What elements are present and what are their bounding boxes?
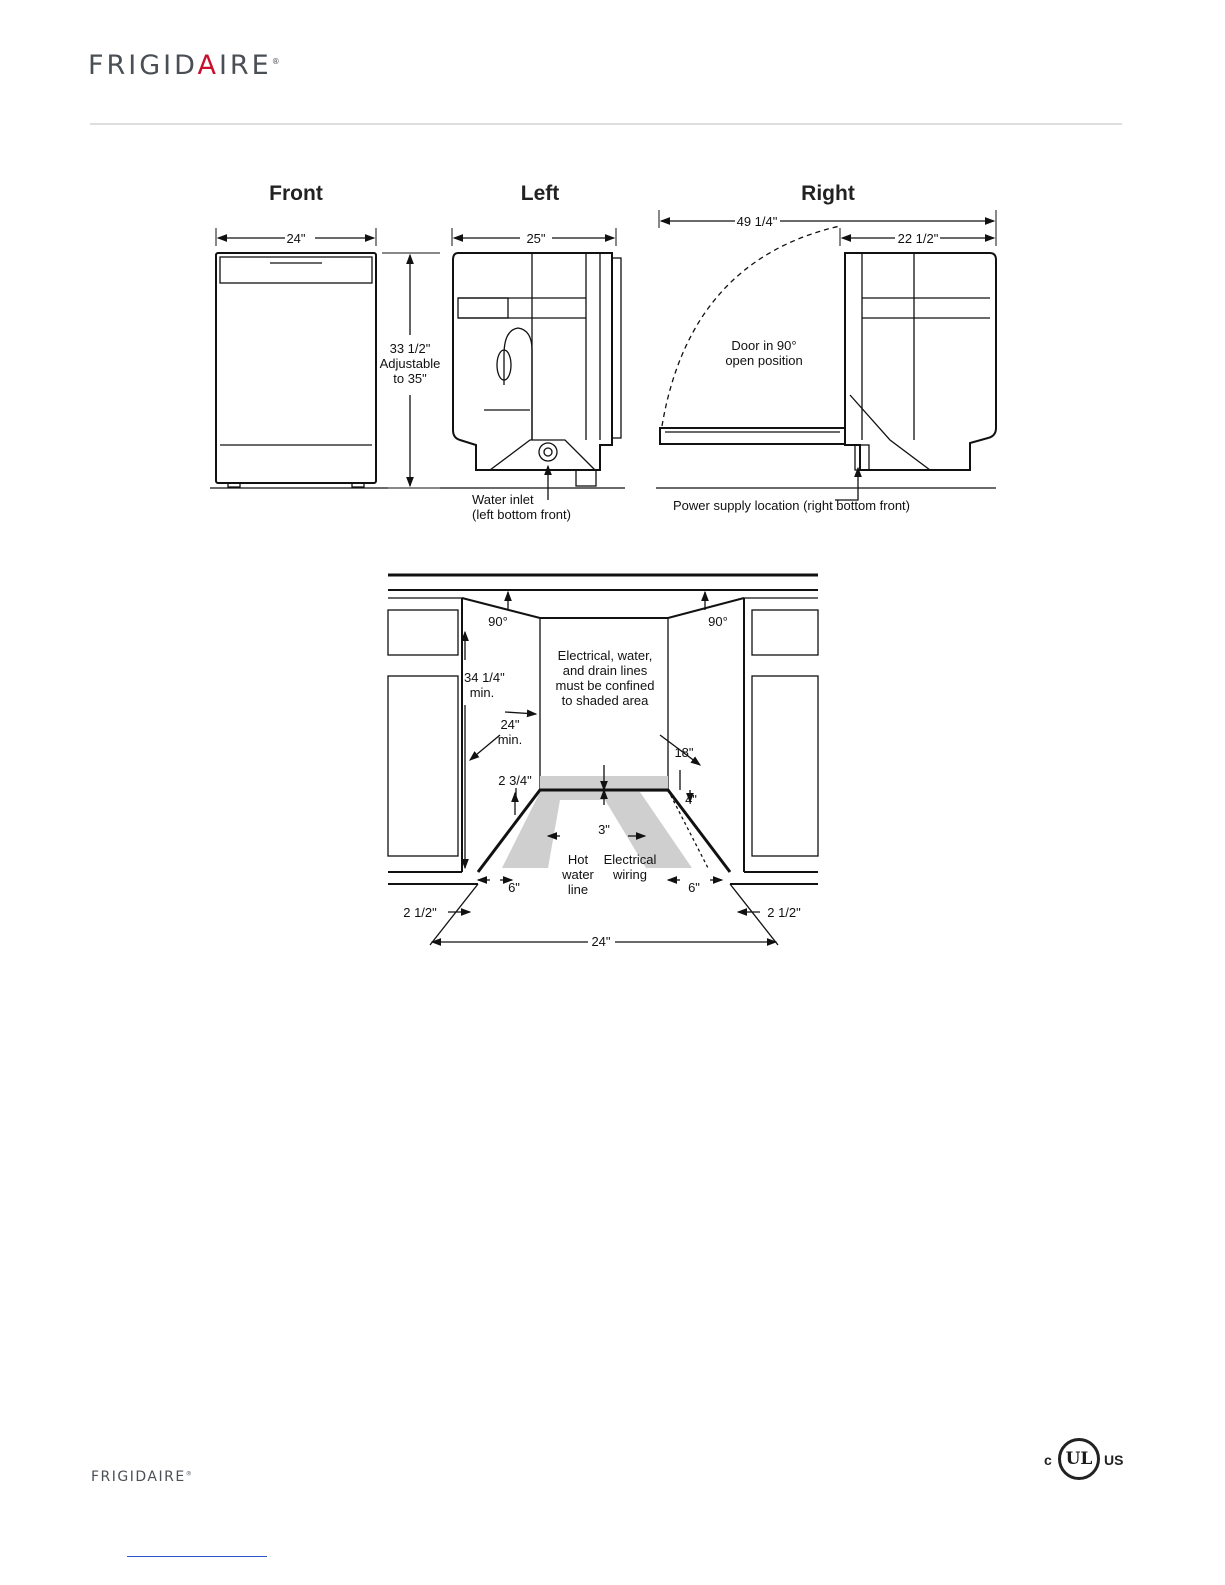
power-supply-label: Power supply location (right bottom front): [673, 498, 910, 513]
hot-water-line3: line: [567, 882, 589, 897]
confine-note-line1: Electrical, water,: [557, 648, 653, 663]
dim-2-3-4-label: 2 3/4": [498, 773, 532, 788]
height-min-value: 34 1/4": [464, 670, 505, 685]
front-width-label: 24": [286, 231, 306, 246]
footer-brand-logo: [91, 1469, 193, 1485]
electrical-wiring-line1: Electrical: [603, 852, 657, 867]
right-overall-label: 49 1/4": [736, 214, 778, 229]
left-dishwasher: [440, 228, 625, 500]
width-min-value: 24": [500, 717, 520, 732]
height-min-label: [464, 670, 505, 700]
confine-note-line4: to shaded area: [561, 693, 649, 708]
installation-plan: [388, 575, 818, 945]
footer-logo-accent: A: [147, 1469, 159, 1485]
right-depth-label: 22 1/2": [897, 231, 939, 246]
footer-logo-text: FRIGID: [91, 1469, 148, 1485]
dim-2-1-2-right-label: 2 1/2": [767, 905, 801, 920]
water-inlet-location: (left bottom front): [472, 507, 571, 522]
ul-ring-icon: [1058, 1438, 1100, 1480]
hot-water-line2: water: [562, 867, 594, 882]
door-open-title: Door in 90°: [731, 338, 797, 353]
front-height-value: 33 1/2": [389, 341, 431, 356]
confine-note-line3: must be confined: [555, 678, 655, 693]
footer-link-underline[interactable]: [127, 1556, 267, 1557]
ul-c-text: c: [1044, 1452, 1052, 1468]
dim-4-label: 4": [685, 792, 697, 807]
door-open-label: [718, 338, 810, 368]
registered-mark: ®: [271, 57, 283, 66]
electrical-wiring-line2: wiring: [613, 867, 647, 882]
front-height-max: to 35": [393, 371, 427, 386]
brand-logo-text-end: IRE: [218, 50, 272, 81]
brand-logo-accent: A: [197, 50, 219, 81]
electrical-wiring-label: [600, 852, 660, 882]
dim-2-1-2-left-label: 2 1/2": [403, 905, 437, 920]
confine-note: [550, 648, 660, 708]
water-inlet-title: Water inlet: [472, 492, 534, 507]
left-depth-label: 25": [526, 231, 546, 246]
dim-24-label: 24": [588, 934, 614, 949]
front-height-label: [378, 341, 442, 386]
hot-water-line1: Hot: [567, 852, 589, 867]
water-inlet-label: [472, 492, 571, 522]
dim-3-label: 3": [598, 822, 610, 837]
width-min-label: [494, 717, 526, 747]
front-view-title: Front: [269, 182, 323, 205]
ul-text: UL: [1065, 1449, 1093, 1469]
width-min-unit: min.: [497, 732, 523, 747]
brand-logo-text: FRIGID: [88, 50, 198, 81]
left-view-title: Left: [520, 182, 560, 205]
right-dishwasher: [656, 210, 996, 500]
dim-6-left-label: 6": [508, 880, 520, 895]
angle-left-label: 90°: [488, 614, 508, 629]
dim-6-right-label: 6": [688, 880, 700, 895]
ul-certification-mark: [1044, 1434, 1124, 1486]
footer-registered-mark: ®: [185, 1470, 194, 1478]
front-height-adjustable: Adjustable: [379, 356, 441, 371]
height-min-unit: min.: [469, 685, 495, 700]
door-open-position: open position: [725, 353, 803, 368]
dim-18-label: 18": [674, 745, 694, 760]
right-view-title: Right: [801, 182, 855, 205]
confine-note-line2: and drain lines: [562, 663, 648, 678]
ul-us-text: US: [1104, 1452, 1124, 1468]
hot-water-label: [556, 852, 600, 897]
footer-logo-text-end: IRE: [158, 1469, 186, 1485]
angle-right-label: 90°: [708, 614, 728, 629]
